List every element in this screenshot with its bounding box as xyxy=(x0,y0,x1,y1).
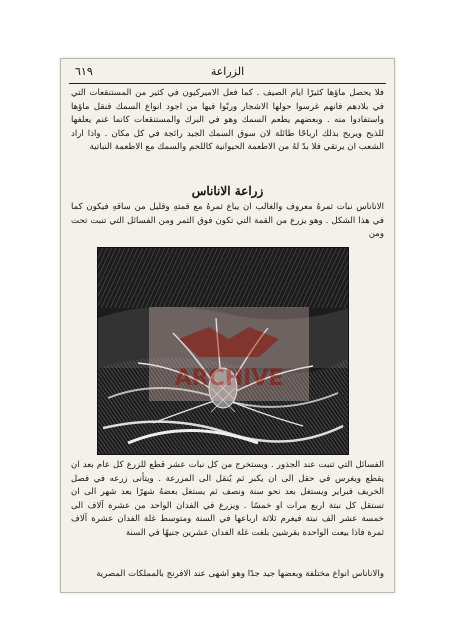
intro-paragraph: فلا يحصل ماؤها كثيرًا ايام الصيف . كما فعل الاميركيون في كثير من المستنقعات التي في بلادهم فانهم غرسوا حولها الاشجار وربّوا فيها من اجود انواع السمك فنقل ماؤها واستفادوا منه . وبعضهم يطعم السمك وهو في البرك والمستنقعات كانما غنم يعلفها للذبح ويربح بذلك ارباحًا طائلة لان سوق السمك الجيد رائجة في كل مكان . واذا اراد الشعب ان يرتقي فلا بدّ لهُ من الاطعمة الحيوانية كاللحم والسمك مع الاطعمة النباتية xyxy=(71,88,384,153)
page-number: ٦١٩ xyxy=(75,65,93,78)
ananas-intro-paragraph: الاناناس نبات ثمرهُ معروف والغالب ان يباع ثمرهُ مع قمتهِ وقليل من ساقهِ فيكون كما في هذا الشكل . وهو يزرع من القمة التي تكون فوق الثمر ومن الفسائل التي تنبت تحت ومن xyxy=(71,202,384,240)
ananas-varieties-paragraph: والاناناس انواع مختلفة وبعضها جيد جدًا وهو اشهى عند الافرنج بالمملكات المصرية xyxy=(96,569,384,579)
scanned-page xyxy=(60,58,395,593)
section-heading: زراعة الاناناس xyxy=(191,184,264,198)
page-header xyxy=(69,65,386,84)
watermark-text: ARCHIVE xyxy=(174,366,284,391)
ananas-cultivation-paragraph: الفسائل التي تنبت عند الجذور . ويستخرج من كل نبات عشر قطع للزرع كل عام بعد ان يقطع ويغرس في حقل الى ان يكبر ثم يُنقل الى المزرعة . ويتأنى زرعه في فصل الخريف فبراير ويستغل بعد نحو سنة ونصف ثم يستغل بعضهُ شهرًا بعد شهر الى ان تستقل كل نبتة اربع مرات او خمسًا . ويزرع في الفدان الواحد من عشرة آلاف الى خمسة عشر الف نبتة فيغرم ثلاثة ارباعها في السنة ومتوسط غلة الفدان عشرة آلاف ثمرة فاذا بيعت الواحدة بقرشين بلغت غلة الفدان عشرين جنيهًا في السنة xyxy=(71,460,384,538)
archive-watermark-icon xyxy=(139,299,319,409)
running-title: الزراعة xyxy=(210,65,245,78)
